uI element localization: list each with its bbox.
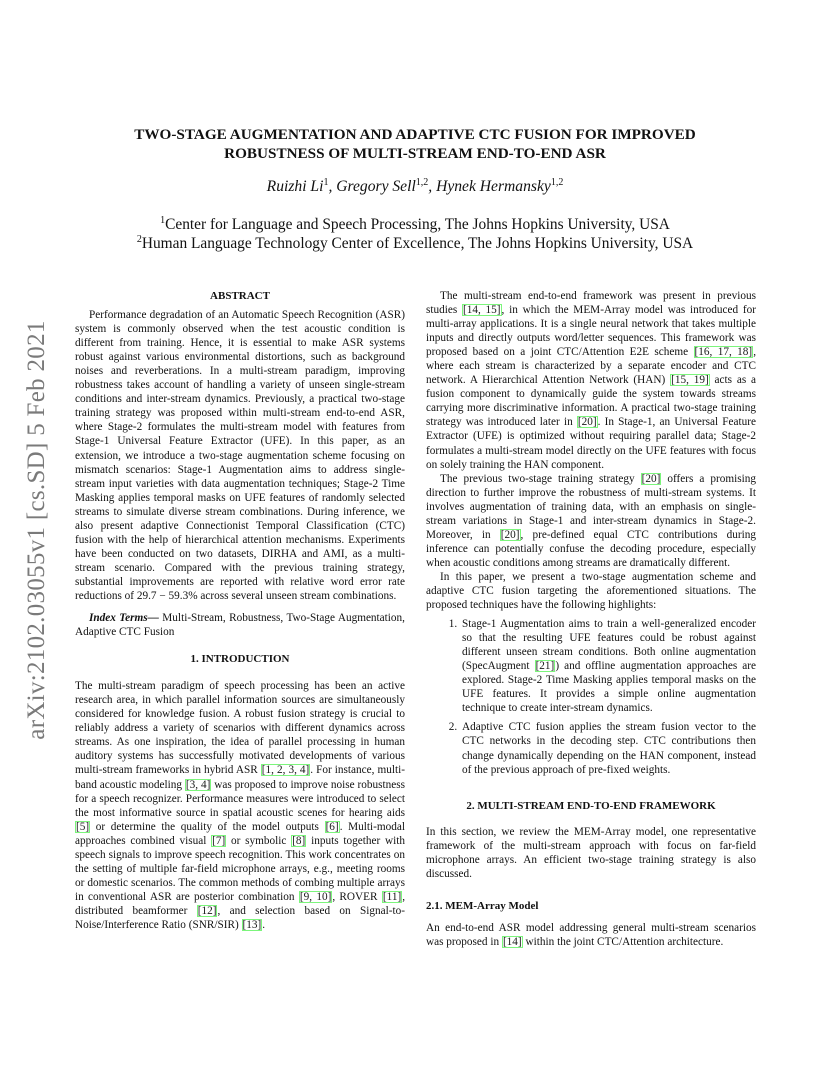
title-line-2: ROBUSTNESS OF MULTI-STREAM END-TO-END ASR [224, 145, 606, 162]
author-2: Gregory Sell [336, 178, 416, 195]
abstract-heading: ABSTRACT [210, 290, 270, 302]
citation-link[interactable]: [9, 10] [299, 890, 332, 903]
arxiv-watermark [22, 295, 52, 765]
section-2-heading: 2. MULTI-STREAM END-TO-END FRAMEWORK [466, 799, 716, 812]
author-3: Hynek Hermansky [436, 178, 551, 195]
citation-link[interactable]: [14, 15] [463, 304, 501, 317]
citation-link[interactable]: [20] [500, 528, 520, 541]
citation-link[interactable]: [21] [535, 660, 555, 673]
two-stage-paragraph: The previous two-stage training strategy [20] offers a promising direction to further improve the robustness of multi-stream systems. It involves augmentation of training data, with an emphasis on single-stream variations in Stage-1 and inter-stream dynamics in Stage-2. Moreover, in [20], pre-defined equal CTC contributions during inference can potentially confuse the decoding procedure, especially when acoustic conditions among streams are dramatically different. [426, 472, 757, 569]
framework-paragraph: The multi-stream end-to-end framework was present in previous studies [14, 15], in which the MEM-Array model was introduced for multi-array applications. It is a single neural network that takes multiple inputs and directly outputs word/letter sequences. This framework was proposed based on a joint CTC/Attention E2E scheme [16, 17, 18], where each stream is characterized by a separate encoder and CTC network. A Hierarchical Attention Network (HAN) [15, 19] acts as a fusion component to dynamically guide the system towards streams carrying more discriminative information. A practical two-stage training strategy was introduced later in [20]. In Stage-1, an Universal Feature Extractor (UFE) is optimized without requiring parallel data; Stage-2 formulates a multi-stream model directly on the UFE features with focus on solely training the HAN component. [426, 290, 757, 471]
subsection-2-1-heading: 2.1. MEM-Array Model [426, 899, 539, 912]
citation-link[interactable]: [6] [325, 820, 339, 833]
affiliation-2: $^2$Human Language Technology Center of Excellence, The Johns Hopkins University, USA [136, 233, 694, 252]
citation-link[interactable]: [12] [197, 904, 217, 917]
highlights-intro: In this paper, we present a two-stage augmentation scheme and adaptive CTC fusion targeting the aforementioned situations. The proposed techniques have the following highlights: [426, 570, 756, 612]
paper-title [70, 125, 760, 163]
author-1: Ruizhi Li [266, 178, 324, 195]
introduction-paragraph: The multi-stream paradigm of speech processing has been an active research area, in which parallel information sources are simultaneously considered for knowledge fusion. A robust fusion strategy is crucial to reliably address a variety of scenarios with different dynamics across streams. As one inspiration, the idea of parallel processing in human auditory systems has successfully motivated developments of various multi-stream frameworks in hybrid ASR [1, 2, 3, 4]. For instance, multi-band acoustic modeling [3, 4] was proposed to improve noise robustness for a speech recognizer. Performance measures were introduced to select the most informative source in spatial acoustic scenes for hearing aids [5] or determine the quality of the model outputs [6]. Multi-modal approaches combined visual [7] or symbolic [8] inputs together with speech signals to improve speech recognition. This work concentrates on the setting of multiple far-field microphone arrays, e.g., meeting rooms or domestic scenarios. The common methods of combing multiple arrays in conventional ASR are posterior combination [9, 10], ROVER [11], distributed beamformer [12], and selection based on Signal-to-Noise/Interference Ratio (SNR/SIR) [13]. [75, 680, 406, 931]
abstract-text: Performance degradation of an Automatic Speech Recognition (ASR) system is commonly observed when the test acoustic condition is different from training. Hence, it is essential to make ASR systems robust against various environmental distortions, such as background noises and reverberations. In a multi-stream paradigm, improving robustness takes account of handling a variety of unseen single-stream conditions and inter-stream dynamics. Previously, a practical two-stage training strategy was proposed within multi-stream end-to-end ASR, where Stage-2 formulates the multi-stream model with features from Stage-1 Universal Feature Extractor (UFE). In this paper, as an extension, we introduce a two-stage augmentation scheme focusing on mismatch scenarios: Stage-1 Augmentation aims to address single-stream input varieties with data augmentation techniques; Stage-2 Time Masking applies temporal masks on UFE features of randomly selected streams to simulate diverse stream combinations. During inference, we also present adaptive Connectionist Temporal Classification (CTC) fusion with the help of hierarchical attention mechanisms. Experiments have been conducted on two datasets, DIRHA and AMI, as a multi-stream scenario. Compared with the previous training strategy, substantial improvements are reported with relative word error rate reductions of 29.7 − 59.3% across several unseen stream combinations. [75, 309, 405, 602]
citation-link[interactable]: [20] [577, 416, 597, 429]
author-1-affil: 1 [323, 176, 329, 188]
arxiv-id: arXiv:2102.03055v1 [cs.SD] 5 Feb 2021 [23, 320, 50, 740]
author-2-affil: 1,2 [415, 176, 429, 188]
citation-link[interactable]: [1, 2, 3, 4] [261, 764, 310, 777]
title-line-1: TWO-STAGE AUGMENTATION AND ADAPTIVE CTC FUSION FOR IMPROVED [134, 126, 696, 143]
subsection-2-1-paragraph: An end-to-end ASR model addressing general multi-stream scenarios was proposed in [14] within the joint CTC/Attention architecture. [426, 921, 756, 948]
introduction-heading: 1. INTRODUCTION [190, 653, 290, 666]
author-list: Ruizhi Li$^1$, Gregory Sell$^{1,2}$, Hynek Hermansky$^{1,2}$ [266, 176, 564, 195]
citation-link[interactable]: [5] [76, 820, 90, 833]
author-3-affil: 1,2 [550, 176, 564, 188]
highlight-item: 1. Stage-1 Augmentation aims to train a well-generalized encoder so that the resulting UFE features could be robust against different unseen stream conditions. Both online augmentation (SpecAugment [21]) and offline augmentation approaches are explored. Stage-2 Time Masking applies temporal masks on the UFE features. It provides a simple online augmentation technique to create inter-stream dynamics. [460, 617, 756, 715]
citation-link[interactable]: [15, 19] [671, 374, 709, 387]
citation-link[interactable]: [20] [641, 472, 661, 485]
citation-link[interactable]: [14] [502, 935, 522, 948]
index-terms-label: Index Terms— [89, 612, 159, 625]
citation-link[interactable]: [11] [382, 890, 402, 903]
affiliations [70, 215, 760, 253]
citation-link[interactable]: [7] [212, 834, 226, 847]
highlights-list [426, 617, 756, 777]
citation-link[interactable]: [13] [242, 918, 262, 931]
index-terms-text: Multi-Stream, Robustness, Two-Stage Augmentation, Adaptive CTC Fusion [75, 612, 405, 639]
affiliation-1: $^1$Center for Language and Speech Processing, The Johns Hopkins University, USA [160, 214, 670, 233]
right-column [426, 289, 756, 949]
citation-link[interactable]: [3, 4] [185, 778, 211, 791]
citation-link[interactable]: [8] [292, 834, 306, 847]
left-column [75, 289, 405, 932]
index-terms [75, 611, 405, 639]
citation-link[interactable]: [16, 17, 18] [694, 346, 753, 359]
section-2-paragraph: In this section, we review the MEM-Array model, one representative framework of the multi-stream approach with focus on far-field microphone arrays. An efficient two-stage training strategy is also discussed. [426, 825, 756, 880]
highlight-item: 2. Adaptive CTC fusion applies the stream fusion vector to the CTC networks in the decoding step. CTC contributions then change dynamically depending on the HAN component, instead of the previous approach of pre-fixed weights. [460, 720, 756, 776]
